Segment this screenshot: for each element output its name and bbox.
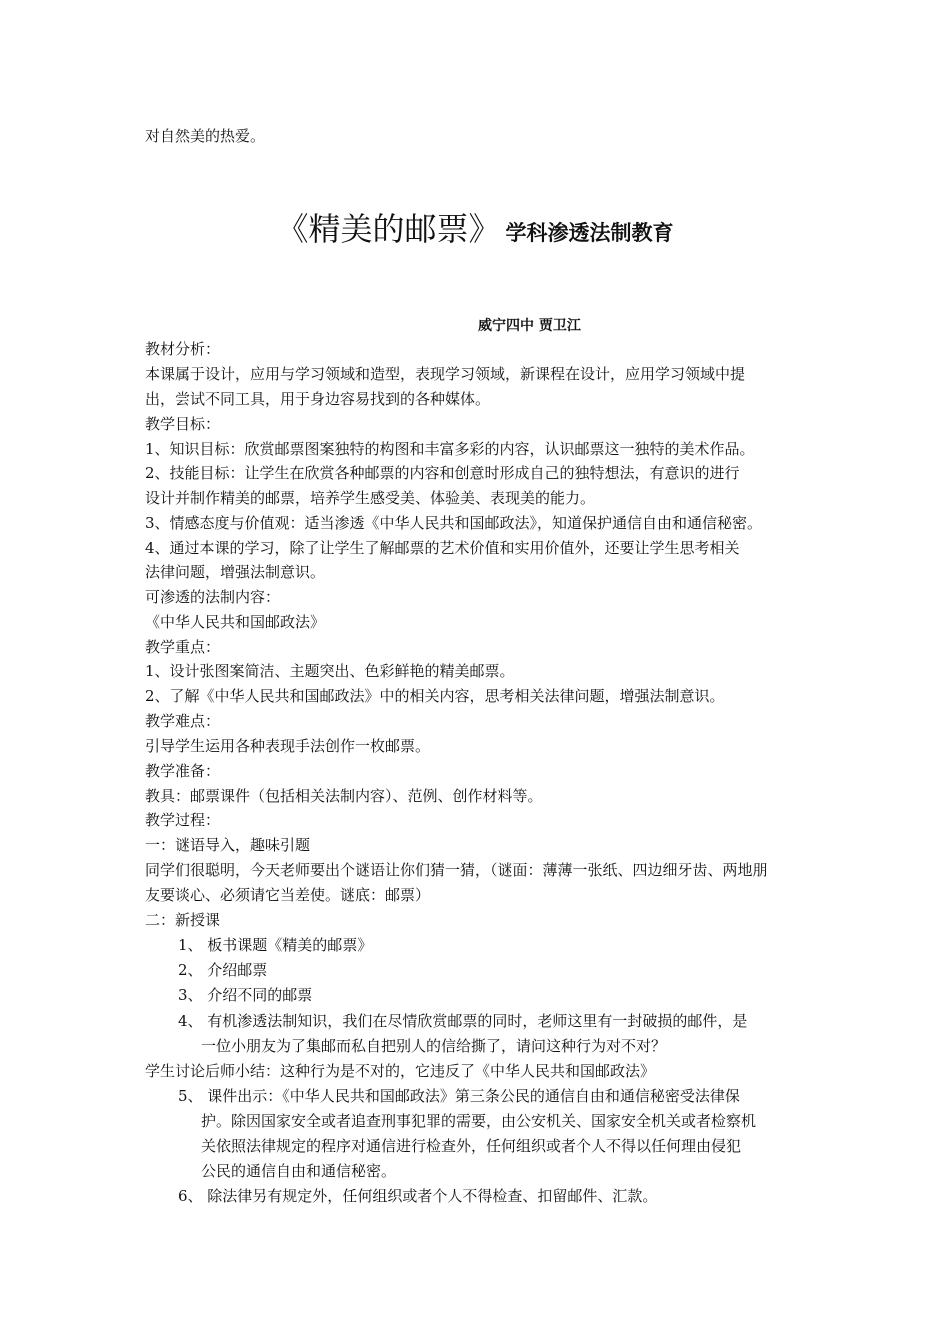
body-line: 友要谈心、必须请它当差使。谜底：邮票） [145,886,431,904]
body-line: 1、知识目标：欣赏邮票图案独特的构图和丰富多彩的内容，认识邮票这一独特的美术作品。 [145,440,755,458]
body-line: 可渗透的法制内容： [145,588,281,606]
list-item: 4、 有机渗透法制知识，我们在尽情欣赏邮票的同时，老师这里有一封破损的邮件，是 [178,1012,748,1030]
author-line: 威宁四中 贾卫江 [478,318,581,334]
list-item: 5、 课件出示：《中华人民共和国邮政法》第三条公民的通信自由和通信秘密受法律保 [178,1087,740,1105]
body-line: 教具：邮票课件（包括相关法制内容）、范例、创作材料等。 [145,787,543,805]
list-item-continuation: 公民的通信自由和通信秘密。 [201,1162,397,1180]
body-line: 出，尝试不同工具，用于身边容易找到的各种媒体。 [145,390,491,408]
body-line: 学生讨论后师小结：这种行为是不对的，它违反了《中华人民共和国邮政法》 [145,1062,656,1080]
body-line: 教学过程： [145,811,221,829]
page-title [0,204,950,250]
title-main: 《精美的邮票》 [276,210,501,248]
body-line: 教学目标： [145,415,221,433]
intro-line: 对自然美的热爱。 [145,127,266,145]
list-item-continuation: 关依照法律规定的程序对通信进行检查外，任何组织或者个人不得以任何理由侵犯 [201,1137,742,1155]
body-line: 教材分析： [145,340,221,358]
body-line: 4、通过本课的学习，除了让学生了解邮票的艺术价值和实用价值外，还要让学生思考相关 [145,539,740,557]
body-line: 同学们很聪明，今天老师要出个谜语让你们猜一猜，（谜面：薄薄一张纸、四边细牙齿、两地朋 [145,861,768,879]
body-line: 教学重点： [145,638,221,656]
list-item-continuation: 护。除因国家安全或者追查刑事犯罪的需要，由公安机关、国家安全机关或者检察机 [201,1112,757,1130]
title-sub: 学科渗透法制教育 [505,221,674,245]
body-line: 本课属于设计，应用与学习领域和造型，表现学习领域，新课程在设计，应用学习领域中提 [145,365,746,383]
list-item: 2、 介绍邮票 [178,961,268,979]
list-item: 1、 板书课题《精美的邮票》 [178,936,373,954]
body-line: 2、技能目标：让学生在欣赏各种邮票的内容和创意时形成自己的独特想法，有意识的进行 [145,464,740,482]
body-line: 一：谜语导入，趣味引题 [145,836,311,854]
body-line: 《中华人民共和国邮政法》 [145,613,326,631]
list-item: 3、 介绍不同的邮票 [178,986,313,1004]
body-line: 法律问题，增强法制意识。 [145,563,326,581]
body-line: 1、设计张图案简洁、主题突出、色彩鲜艳的精美邮票。 [145,662,515,680]
body-line: 2、了解《中华人民共和国邮政法》中的相关内容，思考相关法律问题，增强法制意识。 [145,687,725,705]
body-line: 引导学生运用各种表现手法创作一枚邮票。 [145,737,431,755]
list-item-continuation: 一位小朋友为了集邮而私自把别人的信给撕了，请问这种行为对不对？ [201,1037,667,1055]
body-line: 二：新授课 [145,911,221,929]
list-item: 6、 除法律另有规定外，任何组织或者个人不得检查、扣留邮件、汇款。 [178,1187,658,1205]
body-line: 3、情感态度与价值观：适当渗透《中华人民共和国邮政法》，知道保护通信自由和通信秘密。 [145,514,763,532]
body-line: 教学准备： [145,762,221,780]
body-line: 教学难点： [145,712,221,730]
body-line: 设计并制作精美的邮票，培养学生感受美、体验美、表现美的能力。 [145,489,596,507]
